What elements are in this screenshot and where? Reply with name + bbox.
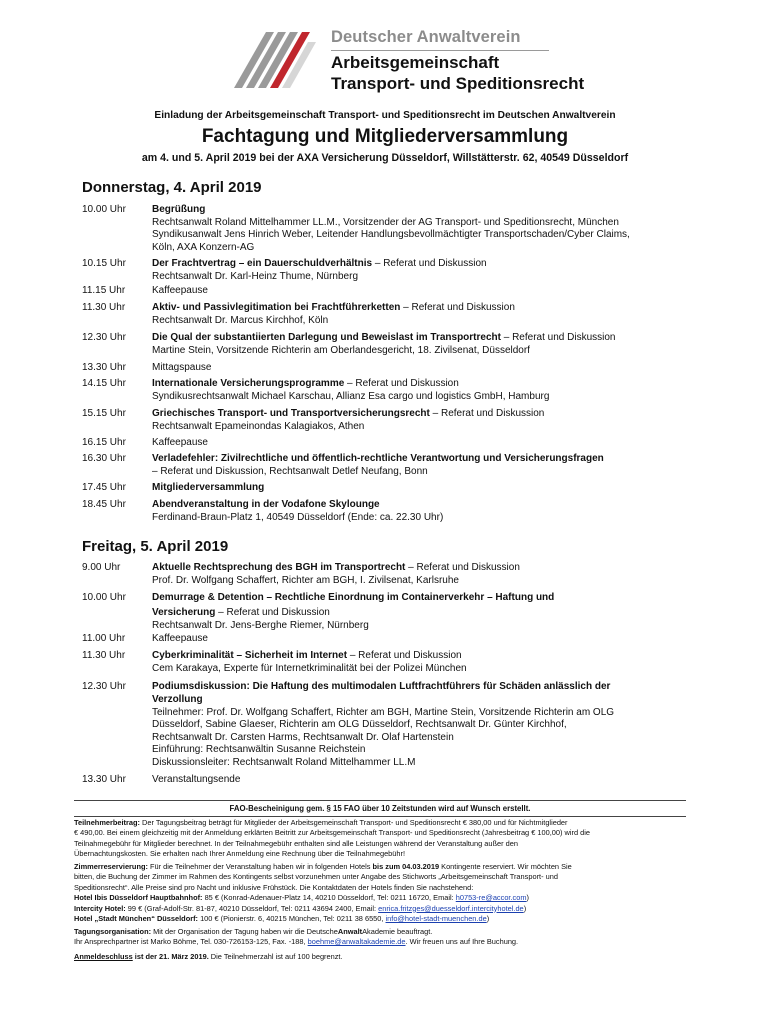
program-format: Mittagspause xyxy=(152,362,212,373)
footer-divider-bottom xyxy=(74,816,686,817)
program-content xyxy=(152,592,700,605)
program-title: Demurrage & Detention – Rechtliche Einordnung im Containerverkehr – Haftung und xyxy=(152,592,555,603)
rooms-deadline: bis zum 04.03.2019 xyxy=(372,862,440,871)
deadline-label: Anmeldeschluss xyxy=(74,952,133,961)
hotel-ibis xyxy=(74,893,694,903)
program-title: Verzollung xyxy=(152,694,203,705)
program-time: 9.00 Uhr xyxy=(82,562,121,573)
organisation-brand: Anwalt xyxy=(337,927,363,936)
program-format: – Referat und Diskussion xyxy=(429,408,545,419)
contact-text-end: . Wir freuen uns auf Ihre Buchung. xyxy=(405,937,519,947)
program-content xyxy=(152,378,700,403)
fee-line: Teilnahmegebühr für Mitglieder berechnet. In der Teilnahmegebühr enthalten sind alle Leistungen während der Veranstaltung außer den xyxy=(74,838,519,848)
fee-line: Übernachtungskosten. Sie erhalten nach Ihrer Anmeldung eine Rechnung über die Teilnahmegebühr! xyxy=(74,849,406,859)
program-time: 10.00 Uhr xyxy=(82,592,126,603)
program-time: 11.30 Uhr xyxy=(82,650,126,661)
hotel-name: Hotel „Stadt München“ Düsseldorf: xyxy=(74,914,199,924)
program-time: 11.30 Uhr xyxy=(82,302,126,313)
program-detail-line: Rechtsanwalt Roland Mittelhammer LL.M., Vorsitzender der AG Transport- und Speditionsrecht, München xyxy=(152,216,619,228)
program-title: Begrüßung xyxy=(152,204,206,215)
program-content xyxy=(152,499,700,524)
invitation-line: Einladung der Arbeitsgemeinschaft Transport- und Speditionsrecht im Deutschen Anwaltverein xyxy=(154,110,616,121)
deadline-section xyxy=(74,952,694,962)
program-format: Kaffeepause xyxy=(152,285,208,296)
deadline-date: ist der 21. März 2019. xyxy=(132,952,209,961)
dav-logo-icon xyxy=(228,26,318,96)
program-content xyxy=(152,607,700,632)
program-content xyxy=(152,437,700,450)
program-content xyxy=(152,453,700,478)
day2-heading: Freitag, 5. April 2019 xyxy=(82,538,229,555)
program-detail-line: Köln, AXA Konzern-AG xyxy=(152,241,255,253)
program-detail-line: Martine Stein, Vorsitzende Richterin am Oberlandesgericht, 18. Zivilsenat, Düsseldorf xyxy=(152,344,530,356)
program-time: 10.15 Uhr xyxy=(82,258,126,269)
hotel-stadt-muenchen xyxy=(74,914,694,924)
program-format: – Referat und Diskussion xyxy=(405,562,520,573)
program-detail-line: Einführung: Rechtsanwältin Susanne Reichstein xyxy=(152,744,366,756)
program-detail-line: Prof. Dr. Wolfgang Schaffert, Richter am BGH, I. Zivilsenat, Karlsruhe xyxy=(152,574,459,586)
rooms-line: bitten, die Buchung der Zimmer im Rahmen des Kontingents selbst vorzunehmen unter Angabe des Stichworts „Arbeitsgemeinschaft Transport- und xyxy=(74,872,558,882)
program-format: Kaffeepause xyxy=(152,437,208,448)
program-content xyxy=(152,285,700,298)
program-title: Aktuelle Rechtsprechung des BGH im Transportrecht xyxy=(152,562,406,573)
program-content xyxy=(152,681,700,694)
program-detail-line: Syndikusanwalt Jens Hinrich Weber, Leitender Handlungsbevollmächtigter Transportschaden/Cyber Claims, xyxy=(152,229,630,241)
hotel-details-end: ) xyxy=(486,914,490,924)
program-title: Internationale Versicherungsprogramme xyxy=(152,378,345,389)
ag-name-line2: Transport- und Speditionsrecht xyxy=(331,74,585,93)
fee-section xyxy=(74,818,694,860)
fao-note: FAO-Bescheinigung gem. § 15 FAO über 10 Zeitstunden wird auf Wunsch erstellt. xyxy=(229,804,531,813)
program-content xyxy=(152,204,700,254)
program-detail-line: Rechtsanwalt Epameinondas Kalagiakos, Athen xyxy=(152,420,365,432)
program-title: Der Frachtvertrag – ein Dauerschuldverhältnis xyxy=(152,258,373,269)
hotel-email-link[interactable]: info@hotel-stadt-muenchen.de xyxy=(385,914,487,924)
header-rule xyxy=(331,50,549,51)
program-detail-line: Rechtsanwalt Dr. Carsten Harms, Rechtsanwalt Dr. Olaf Hartenstein xyxy=(152,731,454,743)
program-content xyxy=(152,482,700,495)
hotel-intercity xyxy=(74,904,694,914)
program-time: 16.30 Uhr xyxy=(82,453,126,464)
program-content xyxy=(152,694,700,770)
hotel-details: 100 € (Pionierstr. 6, 40215 München, Tel: 0211 38 6550, xyxy=(198,914,386,924)
program-title: Versicherung xyxy=(152,607,216,618)
program-time: 12.30 Uhr xyxy=(82,681,126,692)
hotel-details: 99 € (Graf-Adolf-Str. 81-87, 40210 Düsseldorf, Tel: 0211 43694 2400, Email: xyxy=(125,903,379,913)
event-subtitle: am 4. und 5. April 2019 bei der AXA Versicherung Düsseldorf, Willstätterstr. 62, 40549 Düsseldorf xyxy=(141,152,629,164)
program-time: 17.45 Uhr xyxy=(82,482,126,493)
program-format: – Referat und Diskussion xyxy=(400,302,515,313)
hotel-email-link[interactable]: h0753-re@accor.com xyxy=(455,893,527,903)
hotel-name: Hotel Ibis Düsseldorf Hauptbahnhof: xyxy=(74,893,203,903)
fee-line: Der Tagungsbeitrag beträgt für Mitglieder der Arbeitsgemeinschaft Transport- und Speditionsrecht € 380,00 und für Nichtmitglieder xyxy=(139,818,568,827)
program-time: 13.30 Uhr xyxy=(82,362,126,373)
program-title: Verladefehler: Zivilrechtliche und öffentlich-rechtliche Verantwortung und Versicherungsfragen xyxy=(152,453,604,464)
program-detail-line: Cem Karakaya, Experte für Internetkriminalität bei der Polizei München xyxy=(152,662,467,674)
program-content xyxy=(152,302,700,327)
program-format: – Referat und Diskussion xyxy=(215,607,330,618)
program-content xyxy=(152,408,700,433)
program-time: 18.45 Uhr xyxy=(82,499,126,510)
program-format: – Referat und Diskussion xyxy=(372,258,487,269)
program-content xyxy=(152,562,700,587)
program-title: Cyberkriminalität – Sicherheit im Internet xyxy=(152,650,348,661)
program-time: 15.15 Uhr xyxy=(82,408,126,419)
program-format: Veranstaltungsende xyxy=(152,774,241,785)
contact-text: Ihr Ansprechpartner ist Marko Böhme, Tel. 030-726153-125, Fax. -188, xyxy=(74,937,308,947)
program-content xyxy=(152,362,700,375)
hotel-details-end: ) xyxy=(523,903,527,913)
footer-divider-top xyxy=(74,800,686,801)
program-title: Griechisches Transport- und Transportversicherungsrecht xyxy=(152,408,430,419)
hotel-name: Intercity Hotel: xyxy=(74,903,126,913)
program-detail-line: Teilnehmer: Prof. Dr. Wolfgang Schaffert, Richter am BGH, Martine Stein, Vorsitzende Richterin am OLG xyxy=(152,706,615,718)
page-title: Fachtagung und Mitgliederversammlung xyxy=(201,126,569,147)
rooms-label: Zimmerreservierung: xyxy=(74,862,148,871)
program-detail-line: Rechtsanwalt Dr. Karl-Heinz Thume, Nürnberg xyxy=(152,270,359,282)
program-time: 12.30 Uhr xyxy=(82,332,126,343)
program-format: Kaffeepause xyxy=(152,633,208,644)
contact-email-link[interactable]: boehme@anwaltakademie.de xyxy=(307,937,406,947)
rooms-section xyxy=(74,862,694,924)
organisation-label: Tagungsorganisation: xyxy=(74,927,152,936)
program-content xyxy=(152,633,700,646)
ag-name-line1: Arbeitsgemeinschaft xyxy=(331,53,500,72)
program-title: Abendveranstaltung in der Vodafone Skylounge xyxy=(152,499,380,510)
program-title: Aktiv- und Passivlegitimation bei Frachtführerketten xyxy=(152,302,401,313)
program-content xyxy=(152,774,700,787)
program-detail-line: Rechtsanwalt Dr. Jens-Berghe Riemer, Nürnberg xyxy=(152,619,369,631)
rooms-line: Speditionsrecht“. Alle Preise sind pro Nacht und inklusive Frühstück. Die Kontaktdaten der Hotels finden Sie nachstehend: xyxy=(74,882,474,892)
program-time: 13.30 Uhr xyxy=(82,774,126,785)
hotel-email-link[interactable]: enrica.fritzges@duesseldorf.intercityhotel.de xyxy=(378,903,524,913)
program-format: – Referat und Diskussion xyxy=(347,650,462,661)
fee-label: Teilnehmerbeitrag: xyxy=(74,818,140,827)
program-detail-line: Rechtsanwalt Dr. Marcus Kirchhof, Köln xyxy=(152,314,329,326)
program-detail-line: Diskussionsleiter: Rechtsanwalt Roland Mittelhammer LL.M xyxy=(152,756,416,768)
deadline-text: Die Teilnehmerzahl ist auf 100 begrenzt. xyxy=(208,952,343,961)
program-time: 11.15 Uhr xyxy=(82,285,126,296)
organisation-text: Akademie beauftragt. xyxy=(362,927,433,936)
organisation-text: Mit der Organisation der Tagung haben wir die Deutsche xyxy=(151,927,338,936)
program-time: 11.00 Uhr xyxy=(82,633,126,644)
program-format: – Referat und Diskussion xyxy=(344,378,459,389)
hotel-details-end: ) xyxy=(526,893,529,903)
org-name: Deutscher Anwaltverein xyxy=(331,28,521,46)
day1-heading: Donnerstag, 4. April 2019 xyxy=(82,179,262,196)
hotel-details: 85 € (Konrad-Adenauer-Platz 14, 40210 Düsseldorf, Tel: 0211 16720, Email: xyxy=(202,893,456,903)
program-content xyxy=(152,650,700,675)
program-content xyxy=(152,332,700,357)
program-format: – Referat und Diskussion xyxy=(500,332,616,343)
program-detail-line: Syndikusrechtsanwalt Michael Karschau, Allianz Esa cargo und logistics GmbH, Hamburg xyxy=(152,390,550,402)
program-time: 16.15 Uhr xyxy=(82,437,126,448)
organisation-section xyxy=(74,927,694,948)
program-content xyxy=(152,258,700,283)
program-time: 10.00 Uhr xyxy=(82,204,126,215)
program-title: Die Qual der substantiierten Darlegung und Beweislast im Transportrecht xyxy=(152,332,501,343)
fee-line: € 490,00. Bei einem gleichzeitig mit der Anmeldung erklärten Beitritt zur Arbeitsgemeinschaft Transport- und Speditionsrecht (Jahresbeitrag € 100,00) wird die xyxy=(74,828,590,838)
program-detail-line: Ferdinand-Braun-Platz 1, 40549 Düsseldorf (Ende: ca. 22.30 Uhr) xyxy=(152,511,444,523)
program-title: Mitgliederversammlung xyxy=(152,482,265,493)
program-title: Podiumsdiskussion: Die Haftung des multimodalen Luftfrachtführers für Schäden anlässlich der xyxy=(152,681,611,692)
program-detail-line: – Referat und Diskussion, Rechtsanwalt Detlef Neufang, Bonn xyxy=(152,465,428,477)
rooms-text: Für die Teilnehmer der Veranstaltung haben wir in folgenden Hotels xyxy=(147,862,373,871)
program-detail-line: Düsseldorf, Sabine Glaeser, Richterin am OLG Düsseldorf, Rechtsanwalt Dr. Günter Kirchhof, xyxy=(152,719,567,731)
program-time: 14.15 Uhr xyxy=(82,378,126,389)
rooms-text: Kontingente reserviert. Wir möchten Sie xyxy=(439,862,572,871)
